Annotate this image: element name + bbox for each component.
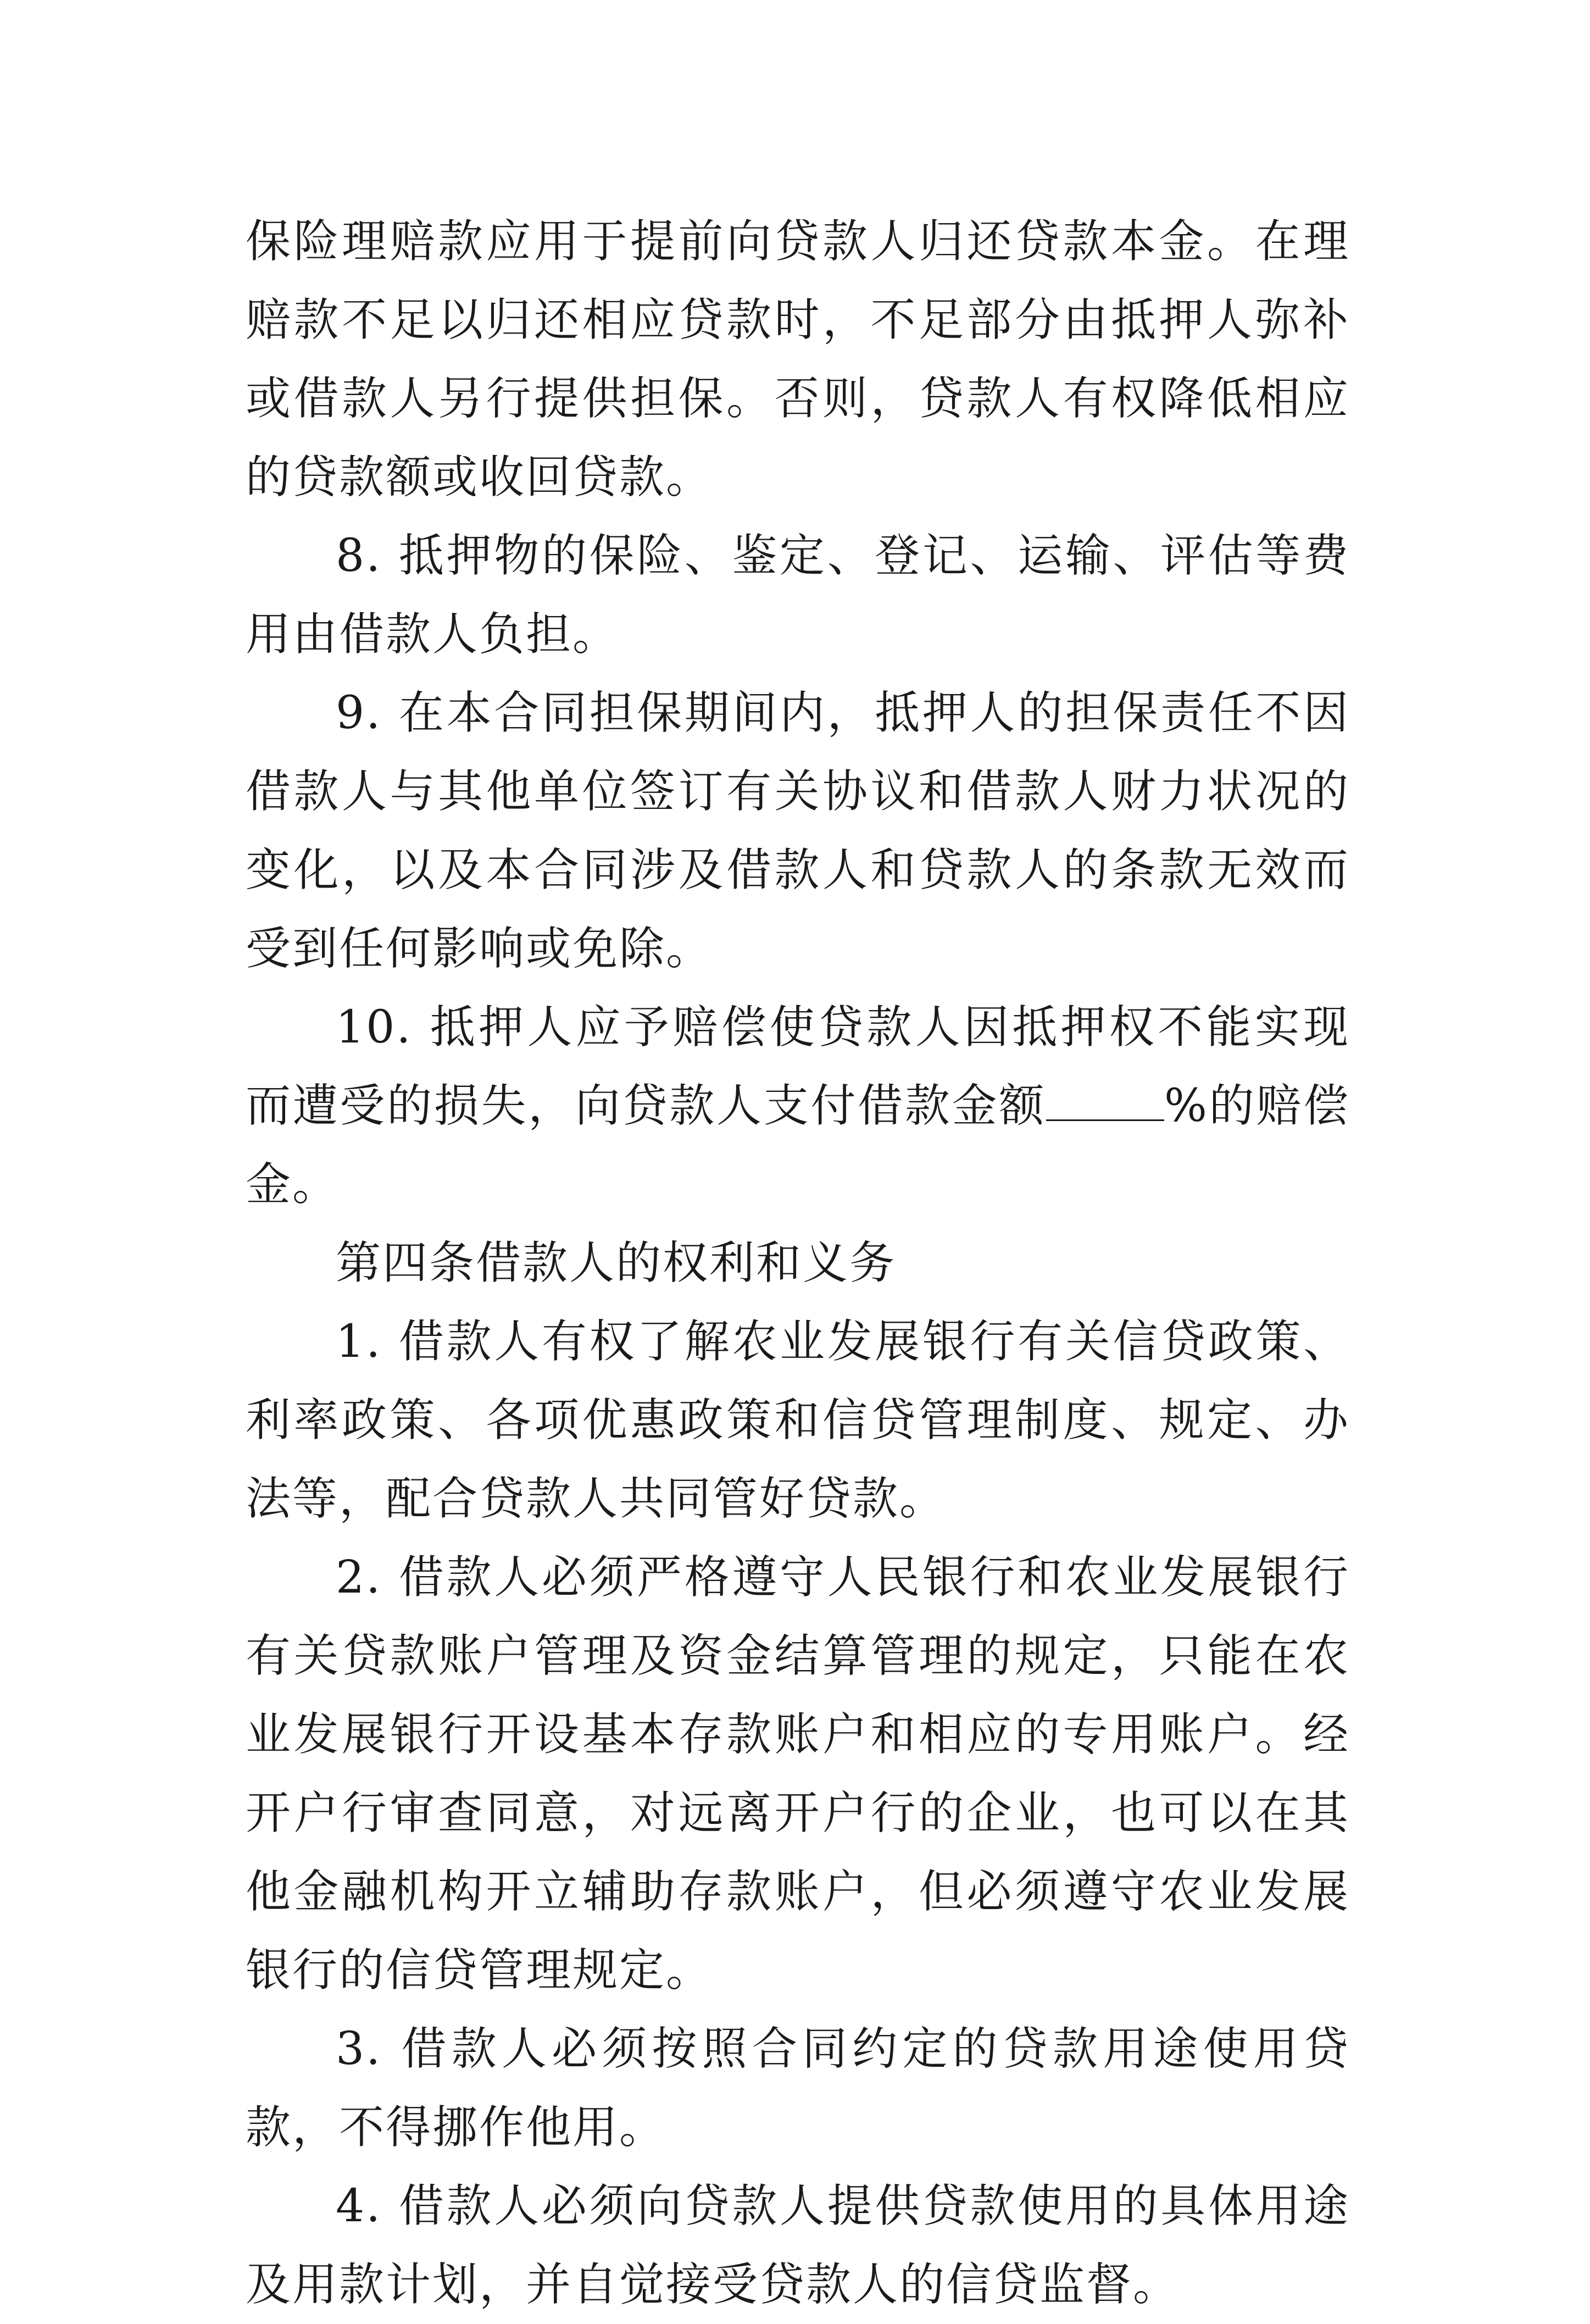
- paragraph-item-10: [246, 988, 1350, 1224]
- paragraph-article-4-item-3: 3. 借款人必须按照合同约定的贷款用途使用贷款，不得挪作他用。: [246, 2023, 1350, 2154]
- paragraph-item-9: 9. 在本合同担保期间内，抵押人的担保责任不因借款人与其他单位签订有关协议和借款人财力状况的变化，以及本合同涉及借款人和贷款人的条款无效而受到任何影响或免除。: [246, 687, 1350, 975]
- paragraph-continuation: 保险理赔款应用于提前向贷款人归还贷款本金。在理赔款不足以归还相应贷款时，不足部分由抵押人弥补或借款人另行提供担保。否则，贷款人有权降低相应的贷款额或收回贷款。: [246, 215, 1350, 503]
- item-10-text-after: %的赔偿金。: [246, 1080, 1350, 1211]
- paragraph-article-4-item-1: 1. 借款人有权了解农业发展银行有关信贷政策、利率政策、各项优惠政策和信贷管理制度、规定、办法等，配合贷款人共同管好贷款。: [246, 1316, 1350, 1525]
- paragraph-item-8: 8. 抵押物的保险、鉴定、登记、运输、评估等费用由借款人负担。: [246, 530, 1350, 661]
- paragraph-article-4-item-4: 4. 借款人必须向贷款人提供贷款使用的具体用途及用款计划，并自觉接受贷款人的信贷监督。: [246, 2180, 1350, 2311]
- article-4-heading: 第四条借款人的权利和义务: [336, 1237, 897, 1289]
- compensation-percent-blank: [1046, 1081, 1164, 1121]
- contract-text-body: [246, 202, 1350, 2324]
- paragraph-article-4-item-2: 2. 借款人必须严格遵守人民银行和农业发展银行有关贷款账户管理及资金结算管理的规定，只能在农业发展银行开设基本存款账户和相应的专用账户。经开户行审查同意，对远离开户行的企业，也可以在其他金融机构开立辅助存款账户，但必须遵守农业发展银行的信贷管理规定。: [246, 1551, 1350, 1996]
- item-10-text-before: 10. 抵押人应予赔偿使贷款人因抵押权不能实现而遭受的损失，向贷款人支付借款金额: [246, 1001, 1350, 1132]
